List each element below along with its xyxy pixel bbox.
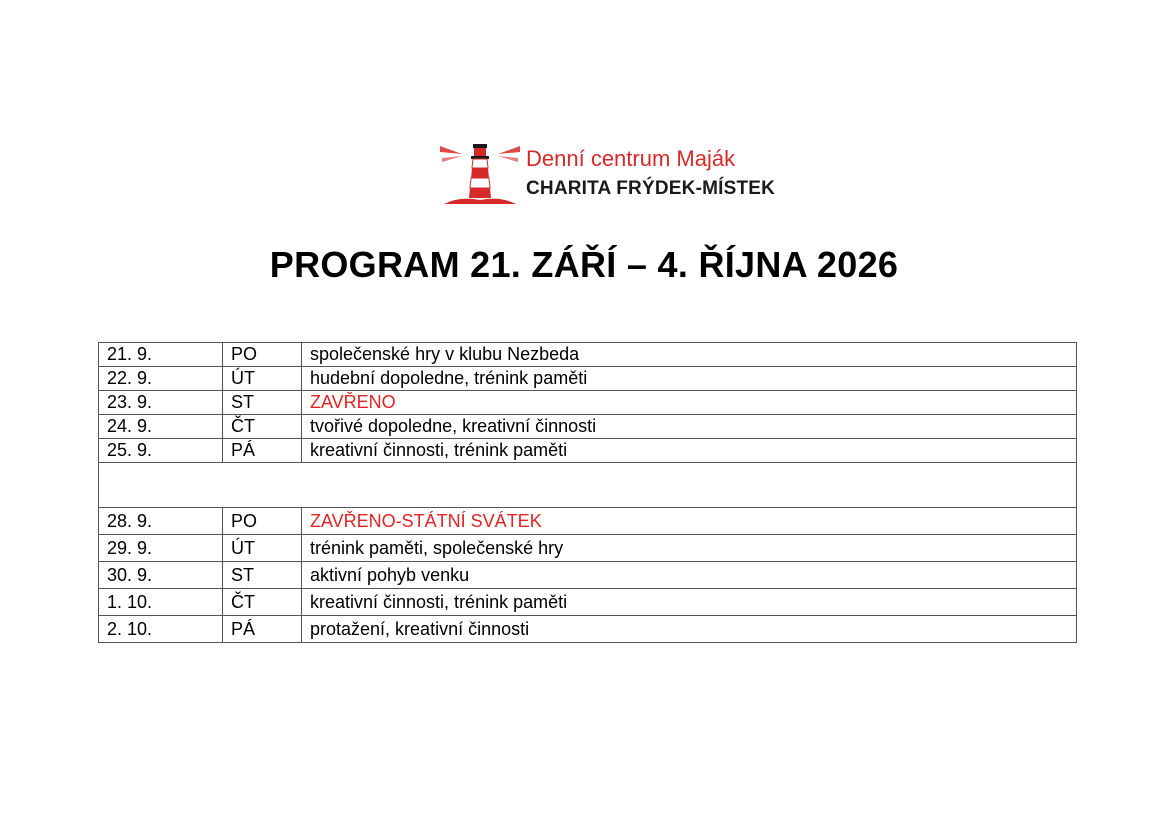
date-cell: 28. 9. [99, 508, 223, 535]
weekend-gap-row [99, 463, 1077, 508]
table-row [99, 535, 1077, 562]
logo-title: Denní centrum Maják [526, 146, 736, 171]
day-cell: ČT [223, 415, 302, 439]
date-cell: 21. 9. [99, 343, 223, 367]
activity-cell: tvořivé dopoledne, kreativní činnosti [302, 415, 1077, 439]
activity-cell-closed: ZAVŘENO [302, 391, 1077, 415]
logo [440, 142, 776, 208]
schedule-table [98, 342, 1077, 643]
day-cell: PÁ [223, 616, 302, 643]
table-row [99, 562, 1077, 589]
activity-cell: kreativní činnosti, trénink paměti [302, 439, 1077, 463]
logo-org: CHARITA FRÝDEK-MÍSTEK [526, 178, 776, 199]
date-cell: 29. 9. [99, 535, 223, 562]
day-cell: PÁ [223, 439, 302, 463]
date-cell: 23. 9. [99, 391, 223, 415]
activity-cell: společenské hry v klubu Nezbeda [302, 343, 1077, 367]
lighthouse-icon [440, 142, 520, 208]
day-cell: ST [223, 562, 302, 589]
table-row [99, 343, 1077, 367]
table-row [99, 616, 1077, 643]
day-cell: ST [223, 391, 302, 415]
day-cell: PO [223, 343, 302, 367]
activity-cell: trénink paměti, společenské hry [302, 535, 1077, 562]
activity-cell: aktivní pohyb venku [302, 562, 1077, 589]
activity-cell-closed: ZAVŘENO-STÁTNÍ SVÁTEK [302, 508, 1077, 535]
table-row [99, 589, 1077, 616]
date-cell: 30. 9. [99, 562, 223, 589]
table-row [99, 508, 1077, 535]
date-cell: 2. 10. [99, 616, 223, 643]
day-cell: ÚT [223, 535, 302, 562]
table-row [99, 415, 1077, 439]
table-row [99, 439, 1077, 463]
date-cell: 24. 9. [99, 415, 223, 439]
date-cell: 1. 10. [99, 589, 223, 616]
date-cell: 22. 9. [99, 367, 223, 391]
day-cell: PO [223, 508, 302, 535]
table-row [99, 391, 1077, 415]
empty-cell [99, 463, 1077, 508]
activity-cell: kreativní činnosti, trénink paměti [302, 589, 1077, 616]
date-cell: 25. 9. [99, 439, 223, 463]
table-row [99, 367, 1077, 391]
activity-cell: hudební dopoledne, trénink paměti [302, 367, 1077, 391]
page-title: PROGRAM 21. ZÁŘÍ – 4. ŘÍJNA 2026 [269, 244, 899, 285]
day-cell: ČT [223, 589, 302, 616]
activity-cell: protažení, kreativní činnosti [302, 616, 1077, 643]
day-cell: ÚT [223, 367, 302, 391]
